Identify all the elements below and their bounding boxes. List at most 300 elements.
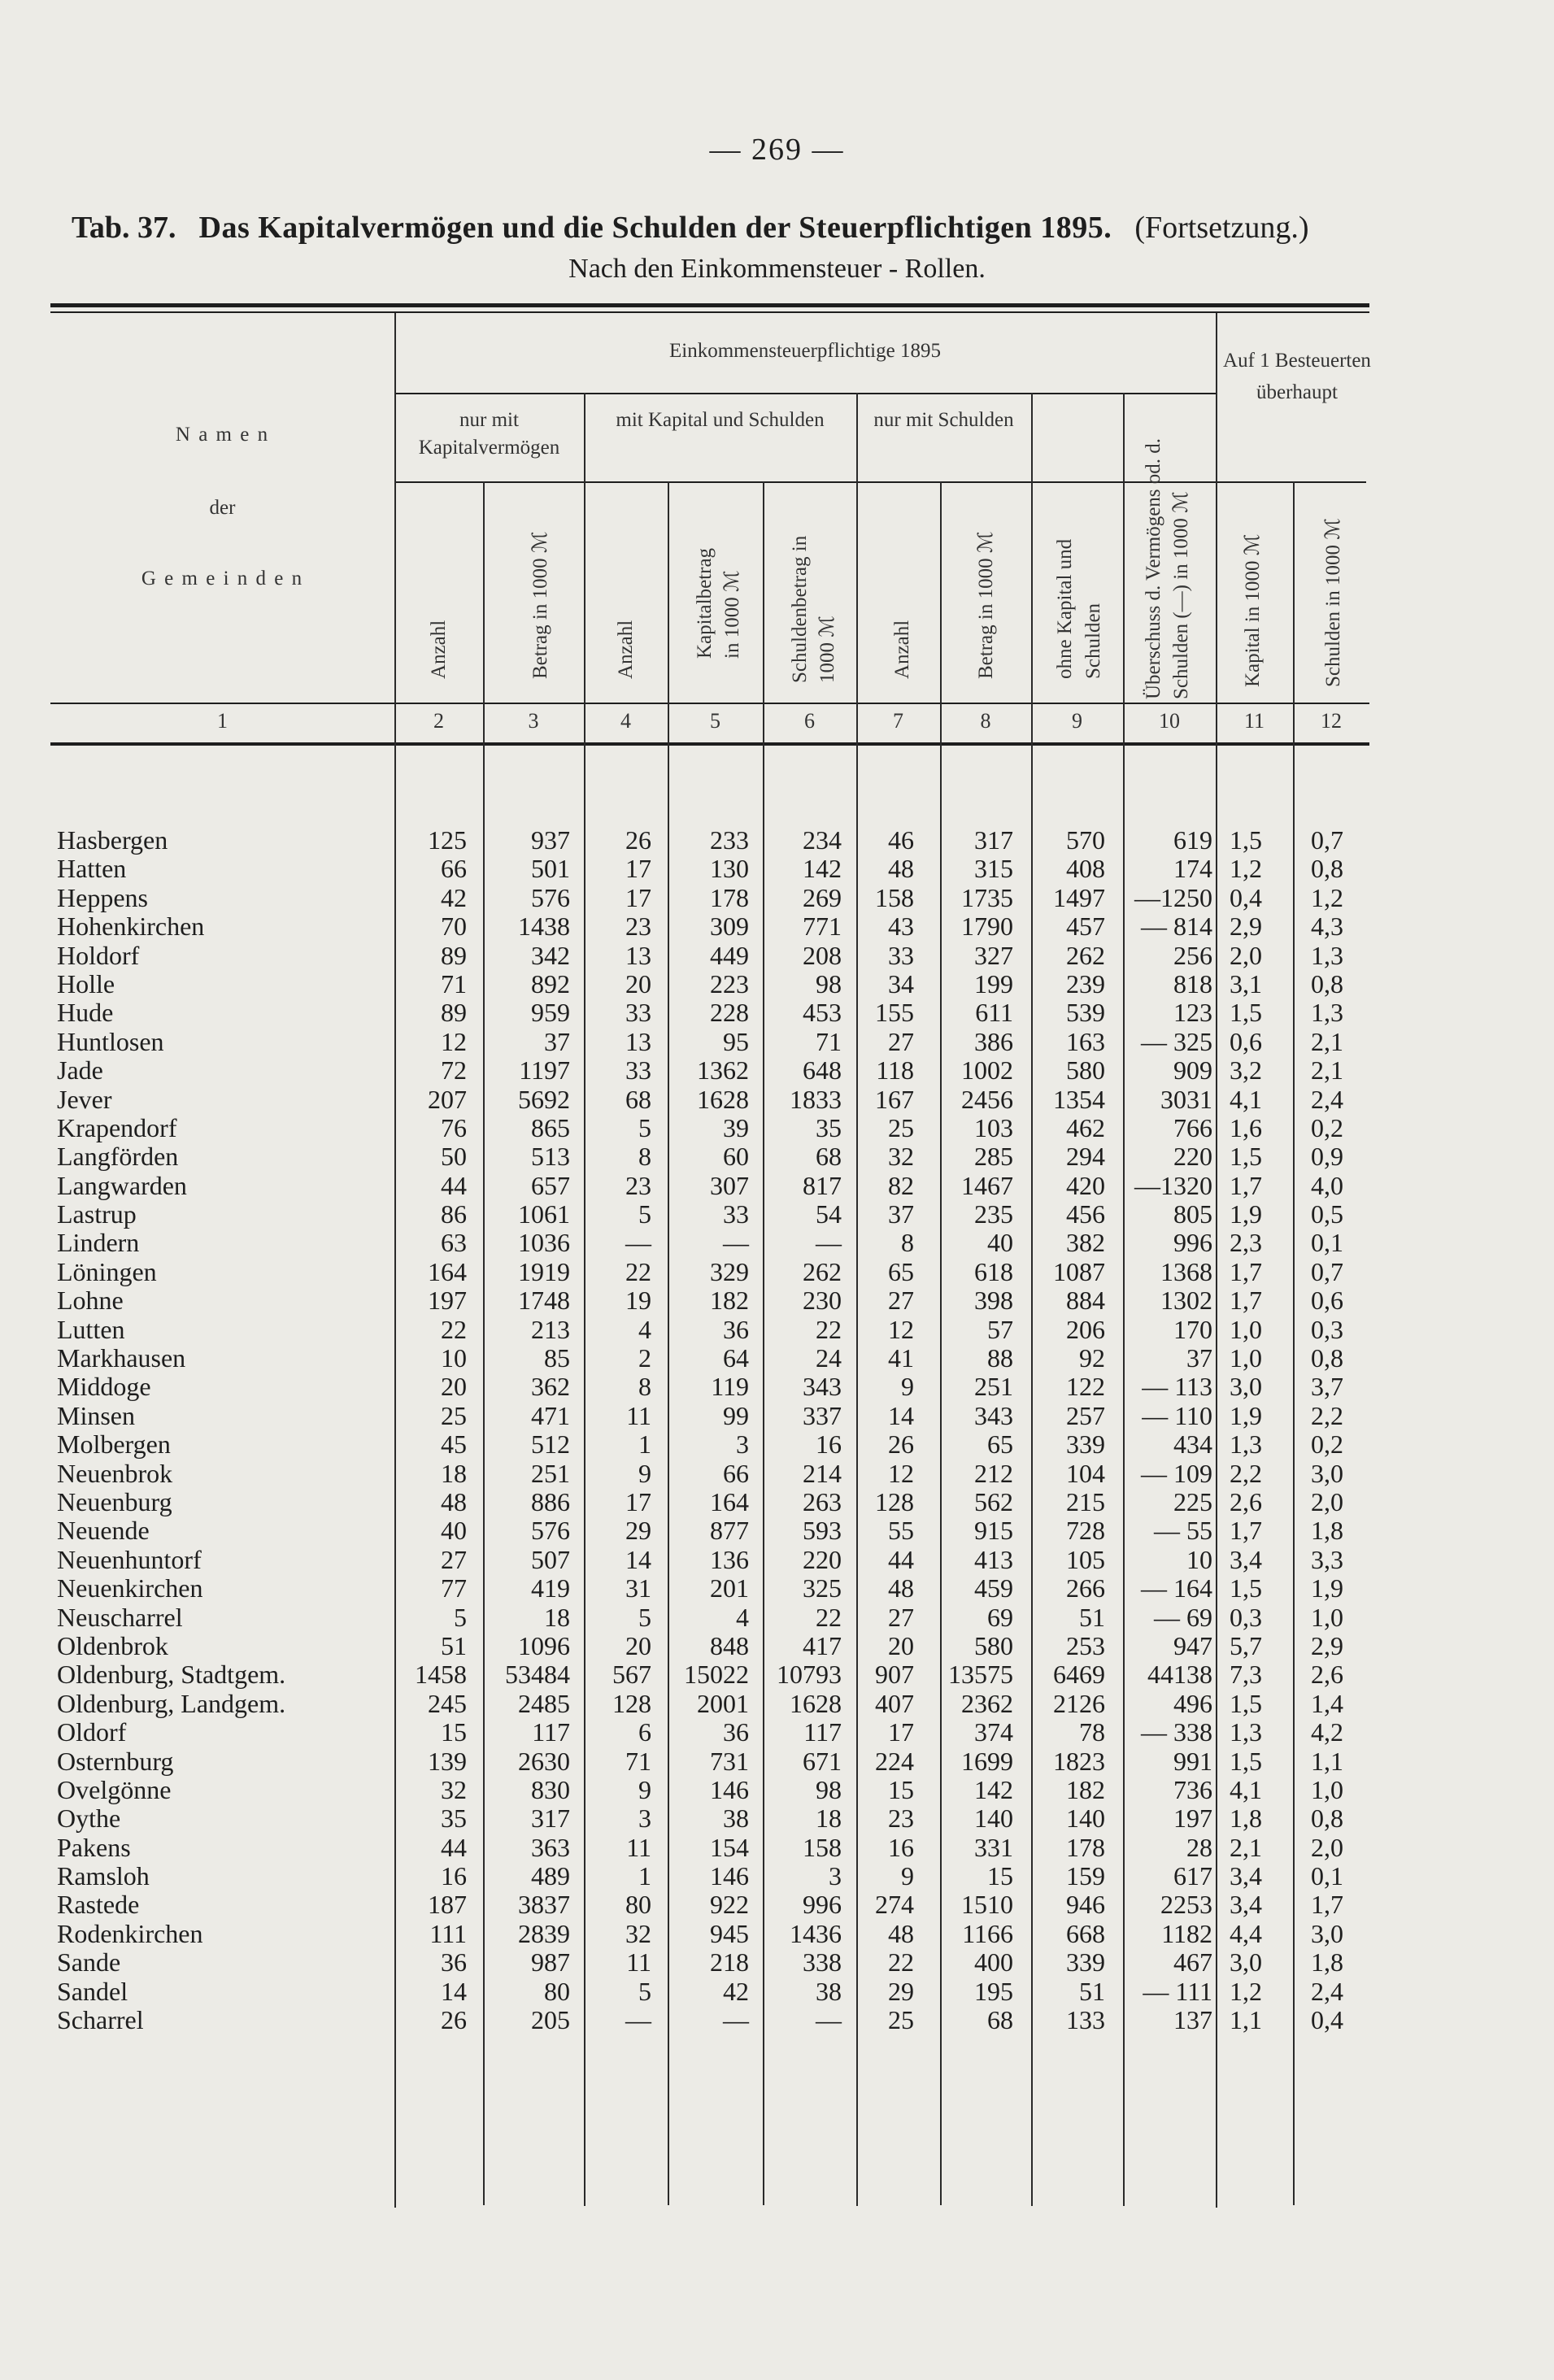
municipality-name-cell: Hatten — [57, 854, 127, 884]
top-rule-thin — [50, 311, 1369, 313]
capital-per-taxpayer-cell: 2,9 — [1230, 912, 1262, 942]
count-neither-cell: 946 — [1066, 1890, 1105, 1920]
count-only-capital-cell: 14 — [441, 1976, 467, 2006]
count-only-debts-cell: 407 — [875, 1688, 914, 1718]
count-only-capital-cell: 86 — [441, 1199, 467, 1229]
debt-amount-cell: 269 — [803, 882, 842, 912]
amount-only-capital-cell: 1096 — [518, 1630, 570, 1660]
debts-per-taxpayer-cell: 0,5 — [1311, 1199, 1343, 1229]
capital-per-taxpayer-cell: 1,5 — [1230, 1573, 1262, 1603]
municipality-name-cell: Hohenkirchen — [57, 912, 205, 942]
surplus-cell: 137 — [1173, 2005, 1212, 2035]
debts-per-taxpayer-cell: 3,3 — [1311, 1544, 1343, 1574]
amount-only-capital-cell: 959 — [531, 998, 570, 1028]
municipality-name-cell: Molbergen — [57, 1429, 171, 1460]
table-title-main: Das Kapitalvermögen und die Schulden der Steuerpflichtigen 1895. — [198, 211, 1112, 245]
municipality-name-cell: Neuenbrok — [57, 1458, 173, 1488]
table-row — [0, 1516, 1554, 1545]
surplus-cell: —1320 — [1134, 1170, 1212, 1200]
column-number: 10 — [1159, 709, 1180, 733]
capital-per-taxpayer-cell: 4,1 — [1230, 1084, 1262, 1114]
count-only-debts-cell: 33 — [888, 940, 914, 970]
count-only-debts-cell: 12 — [888, 1314, 914, 1344]
capital-per-taxpayer-cell: 3,2 — [1230, 1055, 1262, 1086]
capital-per-taxpayer-cell: 1,5 — [1230, 1746, 1262, 1776]
debts-per-taxpayer-cell: 2,0 — [1311, 1486, 1343, 1516]
count-capital-debts-cell: 13 — [625, 940, 651, 970]
amount-only-capital-cell: 987 — [531, 1947, 570, 1978]
capital-amount-cell: 99 — [723, 1400, 749, 1430]
capital-per-taxpayer-cell: 1,0 — [1230, 1314, 1262, 1344]
surplus-cell: 434 — [1173, 1429, 1212, 1460]
count-neither-cell: 382 — [1066, 1228, 1105, 1258]
count-capital-debts-cell: 68 — [625, 1084, 651, 1114]
municipality-name-cell: Ramsloh — [57, 1861, 150, 1891]
count-only-debts-cell: 23 — [888, 1803, 914, 1834]
debts-per-taxpayer-cell: 0,9 — [1311, 1142, 1343, 1172]
count-neither-cell: 408 — [1066, 854, 1105, 884]
debt-amount-cell: 1833 — [790, 1084, 842, 1114]
count-only-debts-cell: 22 — [888, 1947, 914, 1978]
count-capital-debts-cell: 1 — [638, 1429, 651, 1460]
surplus-cell: — 113 — [1142, 1372, 1212, 1402]
amount-only-debts-cell: 374 — [974, 1717, 1013, 1747]
capital-per-taxpayer-cell: 1,7 — [1230, 1286, 1262, 1316]
debt-amount-cell: 220 — [803, 1544, 842, 1574]
capital-amount-cell: 60 — [723, 1142, 749, 1172]
amount-only-debts-cell: 618 — [974, 1256, 1013, 1286]
debts-per-taxpayer-cell: 4,0 — [1311, 1170, 1343, 1200]
count-capital-debts-cell: 17 — [625, 854, 651, 884]
table-number: Tab. 37. — [72, 211, 176, 245]
count-capital-debts-cell: 17 — [625, 1486, 651, 1516]
count-neither-cell: 257 — [1066, 1400, 1105, 1430]
amount-only-capital-cell: 886 — [531, 1486, 570, 1516]
count-only-capital-cell: 1458 — [415, 1660, 467, 1690]
amount-only-capital-cell: 362 — [531, 1372, 570, 1402]
count-only-capital-cell: 125 — [428, 825, 467, 855]
table-row — [0, 942, 1554, 970]
count-only-capital-cell: 197 — [428, 1286, 467, 1316]
capital-amount-cell: 15022 — [684, 1660, 749, 1690]
capital-amount-cell: 136 — [710, 1544, 749, 1574]
header-group-per-taxpayer: Auf 1 Besteuerten überhaupt — [1223, 350, 1371, 403]
municipality-name-cell: Jever — [57, 1084, 112, 1114]
page-number: — 269 — — [709, 133, 845, 167]
debt-amount-cell: 35 — [816, 1112, 842, 1142]
header-group-main: Einkommensteuerpflichtige 1895 — [669, 340, 941, 362]
debt-amount-cell: 18 — [816, 1803, 842, 1834]
surplus-cell: 617 — [1173, 1861, 1212, 1891]
municipality-name-cell: Lindern — [57, 1228, 140, 1258]
debt-amount-cell: 142 — [803, 854, 842, 884]
capital-amount-cell: — — [723, 2005, 749, 2035]
surplus-cell: —1250 — [1134, 882, 1212, 912]
table-row — [0, 1316, 1554, 1344]
column-number: 8 — [980, 709, 991, 733]
table-row — [0, 1172, 1554, 1200]
amount-only-capital-cell: 513 — [531, 1142, 570, 1172]
table-row — [0, 1978, 1554, 2006]
debt-amount-cell: 24 — [816, 1343, 842, 1373]
capital-per-taxpayer-cell: 7,3 — [1230, 1660, 1262, 1690]
count-neither-cell: 728 — [1066, 1516, 1105, 1546]
surplus-cell: — 55 — [1154, 1516, 1212, 1546]
debt-amount-cell: 54 — [816, 1199, 842, 1229]
debt-amount-cell: 230 — [803, 1286, 842, 1316]
amount-only-debts-cell: 343 — [974, 1400, 1013, 1430]
count-capital-debts-cell: 6 — [638, 1717, 651, 1747]
capital-per-taxpayer-cell: 1,9 — [1230, 1199, 1262, 1229]
count-neither-cell: 159 — [1066, 1861, 1105, 1891]
header-ohne: ohne Kapital und Schulden — [1054, 538, 1104, 679]
municipality-name-cell: Heppens — [57, 882, 148, 912]
count-only-debts-cell: 12 — [888, 1458, 914, 1488]
count-only-capital-cell: 18 — [441, 1458, 467, 1488]
surplus-cell: 496 — [1173, 1688, 1212, 1718]
count-neither-cell: 122 — [1066, 1372, 1105, 1402]
capital-per-taxpayer-cell: 3,4 — [1230, 1544, 1262, 1574]
amount-only-capital-cell: 213 — [531, 1314, 570, 1344]
table-row — [0, 1488, 1554, 1516]
debts-per-taxpayer-cell: 1,8 — [1311, 1947, 1343, 1978]
count-capital-debts-cell: 22 — [625, 1256, 651, 1286]
debt-amount-cell: 593 — [803, 1516, 842, 1546]
amount-only-capital-cell: 2630 — [518, 1746, 570, 1776]
municipality-name-cell: Middoge — [57, 1372, 151, 1402]
table-row — [0, 1200, 1554, 1229]
count-neither-cell: 668 — [1066, 1918, 1105, 1948]
header-betrag: Betrag in 1000 ℳ — [975, 531, 997, 679]
table-row — [0, 1344, 1554, 1373]
debts-per-taxpayer-cell: 2,4 — [1311, 1976, 1343, 2006]
debts-per-taxpayer-cell: 2,4 — [1311, 1084, 1343, 1114]
capital-amount-cell: 66 — [723, 1458, 749, 1488]
amount-only-capital-cell: 85 — [544, 1343, 570, 1373]
header-schulden-per: Schulden in 1000 ℳ — [1322, 518, 1344, 687]
count-only-capital-cell: 10 — [441, 1343, 467, 1373]
count-neither-cell: 104 — [1066, 1458, 1105, 1488]
count-neither-cell: 457 — [1066, 912, 1105, 942]
count-only-capital-cell: 89 — [441, 940, 467, 970]
municipality-name-cell: Holle — [57, 968, 115, 999]
amount-only-debts-cell: 413 — [974, 1544, 1013, 1574]
top-rule-thick — [50, 303, 1369, 307]
municipality-name-cell: Lastrup — [57, 1199, 137, 1229]
count-capital-debts-cell: 2 — [638, 1343, 651, 1373]
amount-only-debts-cell: 1166 — [962, 1918, 1013, 1948]
surplus-cell: — 111 — [1143, 1976, 1212, 2006]
surplus-cell: 28 — [1186, 1832, 1212, 1862]
count-only-debts-cell: 55 — [888, 1516, 914, 1546]
municipality-name-cell: Neuenhuntorf — [57, 1544, 202, 1574]
surplus-cell: 996 — [1173, 1228, 1212, 1258]
debts-per-taxpayer-cell: 1,7 — [1311, 1890, 1343, 1920]
municipality-name-cell: Rodenkirchen — [57, 1918, 203, 1948]
debt-amount-cell: 3 — [829, 1861, 842, 1891]
debt-amount-cell: 1628 — [790, 1688, 842, 1718]
count-capital-debts-cell: 8 — [638, 1372, 651, 1402]
amount-only-debts-cell: 386 — [974, 1026, 1013, 1056]
capital-per-taxpayer-cell: 0,6 — [1230, 1026, 1262, 1056]
colnum-rule-thick — [50, 742, 1369, 746]
count-only-debts-cell: 48 — [888, 1573, 914, 1603]
capital-amount-cell: 449 — [710, 940, 749, 970]
column-number: 5 — [710, 709, 720, 733]
debt-amount-cell: 22 — [816, 1602, 842, 1632]
debts-per-taxpayer-cell: 1,9 — [1311, 1573, 1343, 1603]
amount-only-debts-cell: 611 — [975, 998, 1013, 1028]
surplus-cell: — 814 — [1141, 912, 1212, 942]
amount-only-debts-cell: 15 — [987, 1861, 1013, 1891]
amount-only-debts-cell: 400 — [974, 1947, 1013, 1978]
municipality-name-cell: Löningen — [57, 1256, 157, 1286]
header-kapitalbetrag: Kapitalbetrag in 1000 ℳ — [694, 547, 743, 659]
debts-per-taxpayer-cell: 0,8 — [1311, 854, 1343, 884]
debts-per-taxpayer-cell: 4,3 — [1311, 912, 1343, 942]
count-only-debts-cell: 43 — [888, 912, 914, 942]
count-only-debts-cell: 224 — [875, 1746, 914, 1776]
amount-only-debts-cell: 195 — [974, 1976, 1013, 2006]
count-capital-debts-cell: 31 — [625, 1573, 651, 1603]
capital-per-taxpayer-cell: 5,7 — [1230, 1630, 1262, 1660]
capital-per-taxpayer-cell: 1,2 — [1230, 1976, 1262, 2006]
count-capital-debts-cell: 13 — [625, 1026, 651, 1056]
count-capital-debts-cell: 567 — [612, 1660, 651, 1690]
debt-amount-cell: 262 — [803, 1256, 842, 1286]
amount-only-debts-cell: 40 — [987, 1228, 1013, 1258]
table-row — [0, 1660, 1554, 1689]
surplus-cell: 225 — [1173, 1486, 1212, 1516]
amount-only-capital-cell: 489 — [531, 1861, 570, 1891]
count-neither-cell: 92 — [1079, 1343, 1105, 1373]
municipality-name-cell: Holdorf — [57, 940, 140, 970]
count-only-debts-cell: 14 — [888, 1400, 914, 1430]
count-neither-cell: 51 — [1079, 1602, 1105, 1632]
debt-amount-cell: 671 — [803, 1746, 842, 1776]
count-only-capital-cell: 50 — [441, 1142, 467, 1172]
group-rule — [394, 393, 1216, 394]
capital-per-taxpayer-cell: 3,0 — [1230, 1947, 1262, 1978]
capital-amount-cell: 223 — [710, 968, 749, 999]
count-neither-cell: 266 — [1066, 1573, 1105, 1603]
debts-per-taxpayer-cell: 1,1 — [1311, 1746, 1343, 1776]
surplus-cell: 220 — [1173, 1142, 1212, 1172]
amount-only-debts-cell: 1002 — [961, 1055, 1013, 1086]
count-only-capital-cell: 164 — [428, 1256, 467, 1286]
header-anzahl: Anzahl — [615, 620, 637, 679]
debts-per-taxpayer-cell: 2,1 — [1311, 1055, 1343, 1086]
amount-only-debts-cell: 580 — [974, 1630, 1013, 1660]
debts-per-taxpayer-cell: 1,0 — [1311, 1774, 1343, 1804]
count-capital-debts-cell: 11 — [626, 1400, 651, 1430]
count-capital-debts-cell: 17 — [625, 882, 651, 912]
surplus-cell: 991 — [1173, 1746, 1212, 1776]
header-group-only-capital: nur mit Kapitalvermögen — [418, 409, 560, 459]
debts-per-taxpayer-cell: 1,8 — [1311, 1516, 1343, 1546]
surplus-cell: 619 — [1173, 825, 1212, 855]
amount-only-debts-cell: 142 — [974, 1774, 1013, 1804]
municipality-name-cell: Langwarden — [57, 1170, 187, 1200]
column-number: 11 — [1243, 709, 1265, 733]
debt-amount-cell: 98 — [816, 1774, 842, 1804]
debt-amount-cell: 648 — [803, 1055, 842, 1086]
debts-per-taxpayer-cell: 1,3 — [1311, 998, 1343, 1028]
capital-per-taxpayer-cell: 3,0 — [1230, 1372, 1262, 1402]
count-only-debts-cell: 27 — [888, 1602, 914, 1632]
capital-amount-cell: 182 — [710, 1286, 749, 1316]
debts-per-taxpayer-cell: 0,6 — [1311, 1286, 1343, 1316]
count-only-capital-cell: 44 — [441, 1170, 467, 1200]
count-neither-cell: 884 — [1066, 1286, 1105, 1316]
municipality-name-cell: Lutten — [57, 1314, 125, 1344]
surplus-cell: — 164 — [1141, 1573, 1212, 1603]
table-row — [0, 1891, 1554, 1919]
column-number: 1 — [217, 709, 228, 733]
debts-per-taxpayer-cell: 2,1 — [1311, 1026, 1343, 1056]
header-anzahl: Anzahl — [428, 620, 450, 679]
debts-per-taxpayer-cell: 0,7 — [1311, 825, 1343, 855]
capital-amount-cell: 201 — [710, 1573, 749, 1603]
table-row — [0, 1834, 1554, 1862]
debt-amount-cell: 343 — [803, 1372, 842, 1402]
count-neither-cell: 1823 — [1053, 1746, 1105, 1776]
capital-amount-cell: 307 — [710, 1170, 749, 1200]
surplus-cell: — 109 — [1141, 1458, 1212, 1488]
capital-per-taxpayer-cell: 2,0 — [1230, 940, 1262, 970]
amount-only-capital-cell: 363 — [531, 1832, 570, 1862]
amount-only-capital-cell: 80 — [544, 1976, 570, 2006]
amount-only-capital-cell: 419 — [531, 1573, 570, 1603]
table-row — [0, 1776, 1554, 1804]
amount-only-debts-cell: 317 — [974, 825, 1013, 855]
capital-amount-cell: 146 — [710, 1861, 749, 1891]
capital-amount-cell: 1362 — [697, 1055, 749, 1086]
capital-per-taxpayer-cell: 1,8 — [1230, 1803, 1262, 1834]
column-number: 3 — [528, 709, 539, 733]
debts-per-taxpayer-cell: 2,0 — [1311, 1832, 1343, 1862]
amount-only-capital-cell: 117 — [532, 1717, 570, 1747]
amount-only-debts-cell: 327 — [974, 940, 1013, 970]
amount-only-capital-cell: 830 — [531, 1774, 570, 1804]
count-only-debts-cell: 48 — [888, 854, 914, 884]
debt-amount-cell: 771 — [803, 912, 842, 942]
municipality-name-cell: Oldenburg, Stadtgem. — [57, 1660, 286, 1690]
debts-per-taxpayer-cell: 1,2 — [1311, 882, 1343, 912]
debt-amount-cell: 417 — [803, 1630, 842, 1660]
capital-amount-cell: 4 — [736, 1602, 749, 1632]
capital-per-taxpayer-cell: 1,7 — [1230, 1256, 1262, 1286]
debts-per-taxpayer-cell: 2,6 — [1311, 1660, 1343, 1690]
count-neither-cell: 570 — [1066, 825, 1105, 855]
count-only-debts-cell: 17 — [888, 1717, 914, 1747]
count-capital-debts-cell: 14 — [625, 1544, 651, 1574]
column-number: 6 — [804, 709, 815, 733]
count-capital-debts-cell: 80 — [625, 1890, 651, 1920]
capital-per-taxpayer-cell: 1,5 — [1230, 825, 1262, 855]
table-row — [0, 1632, 1554, 1660]
count-capital-debts-cell: 5 — [638, 1112, 651, 1142]
capital-amount-cell: 36 — [723, 1314, 749, 1344]
count-only-debts-cell: 907 — [875, 1660, 914, 1690]
count-only-debts-cell: 155 — [875, 998, 914, 1028]
count-only-debts-cell: 167 — [875, 1084, 914, 1114]
count-only-capital-cell: 89 — [441, 998, 467, 1028]
amount-only-debts-cell: 212 — [974, 1458, 1013, 1488]
debt-amount-cell: 22 — [816, 1314, 842, 1344]
debt-amount-cell: 234 — [803, 825, 842, 855]
surplus-cell: 805 — [1173, 1199, 1212, 1229]
table-row — [0, 855, 1554, 883]
municipality-name-cell: Sandel — [57, 1976, 128, 2006]
count-only-capital-cell: 187 — [428, 1890, 467, 1920]
count-capital-debts-cell: 11 — [626, 1947, 651, 1978]
municipality-name-cell: Minsen — [57, 1400, 135, 1430]
debts-per-taxpayer-cell: 3,0 — [1311, 1458, 1343, 1488]
header-bottom-rule — [50, 703, 1369, 704]
capital-amount-cell: 3 — [736, 1429, 749, 1460]
count-only-debts-cell: 37 — [888, 1199, 914, 1229]
capital-per-taxpayer-cell: 1,3 — [1230, 1717, 1262, 1747]
amount-only-debts-cell: 68 — [987, 2005, 1013, 2035]
surplus-cell: — 338 — [1141, 1717, 1212, 1747]
surplus-cell: 170 — [1173, 1314, 1212, 1344]
amount-only-capital-cell: 865 — [531, 1112, 570, 1142]
count-only-debts-cell: 20 — [888, 1630, 914, 1660]
debt-amount-cell: 68 — [816, 1142, 842, 1172]
count-neither-cell: 140 — [1066, 1803, 1105, 1834]
amount-only-debts-cell: 1699 — [961, 1746, 1013, 1776]
count-only-debts-cell: 118 — [876, 1055, 914, 1086]
capital-per-taxpayer-cell: 1,0 — [1230, 1343, 1262, 1373]
table-row — [0, 1286, 1554, 1315]
amount-only-capital-cell: 1919 — [518, 1256, 570, 1286]
count-neither-cell: 182 — [1066, 1774, 1105, 1804]
capital-amount-cell: 945 — [710, 1918, 749, 1948]
surplus-cell: 947 — [1173, 1630, 1212, 1660]
municipality-name-cell: Krapendorf — [57, 1112, 177, 1142]
table-title — [72, 210, 1503, 246]
table-row — [0, 1086, 1554, 1114]
table-row — [0, 1690, 1554, 1718]
count-only-capital-cell: 42 — [441, 882, 467, 912]
count-capital-debts-cell: 33 — [625, 998, 651, 1028]
header-ueberschuss: Überschuss d. Vermögens od. d. Schulden (—) in 1000 ℳ — [1143, 437, 1192, 699]
count-capital-debts-cell: 29 — [625, 1516, 651, 1546]
count-neither-cell: 6469 — [1053, 1660, 1105, 1690]
count-only-debts-cell: 128 — [875, 1486, 914, 1516]
amount-only-debts-cell: 140 — [974, 1803, 1013, 1834]
count-capital-debts-cell: 71 — [625, 1746, 651, 1776]
count-only-capital-cell: 44 — [441, 1832, 467, 1862]
capital-amount-cell: 42 — [723, 1976, 749, 2006]
count-neither-cell: 456 — [1066, 1199, 1105, 1229]
municipality-name-cell: Neuenkirchen — [57, 1573, 203, 1603]
count-capital-debts-cell: 9 — [638, 1774, 651, 1804]
debt-amount-cell: 453 — [803, 998, 842, 1028]
debt-amount-cell: 338 — [803, 1947, 842, 1978]
count-only-debts-cell: 25 — [888, 2005, 914, 2035]
municipality-name-cell: Oldorf — [57, 1717, 127, 1747]
count-only-debts-cell: 25 — [888, 1112, 914, 1142]
column-number: 2 — [433, 709, 444, 733]
capital-per-taxpayer-cell: 2,1 — [1230, 1832, 1262, 1862]
debt-amount-cell: 16 — [816, 1429, 842, 1460]
surplus-cell: 44138 — [1147, 1660, 1212, 1690]
count-capital-debts-cell: 5 — [638, 1602, 651, 1632]
capital-per-taxpayer-cell: 3,4 — [1230, 1861, 1262, 1891]
count-only-capital-cell: 25 — [441, 1400, 467, 1430]
